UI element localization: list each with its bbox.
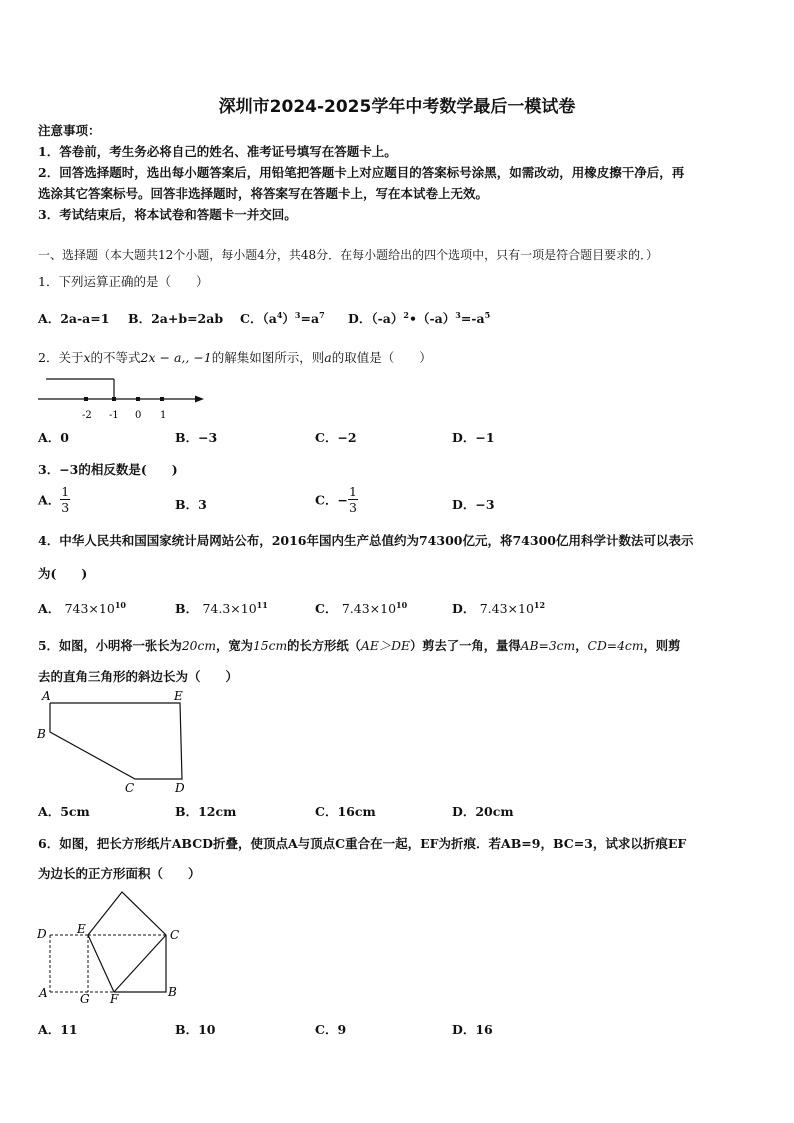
tick-label: -1	[109, 410, 119, 421]
point-label-c: C	[125, 781, 135, 795]
q3-option-a: A． $\frac{1}{3}$	[38, 484, 70, 515]
q6-option-c: C．9	[315, 1022, 347, 1037]
q4-stem-line1: 4．中华人民共和国国家统计局网站公布，2016年国内生产总值约为74300亿元，将74300亿用科学计数法可以表示	[38, 533, 694, 548]
q4-option-c: C． $7.43\times 10^{10}$	[315, 600, 408, 616]
q1-option-a: A．2a-a=1	[38, 311, 110, 326]
q2-stem: 2．关于x的不等式2x − a,, −1的解集如图所示，则a的取值是（ ）	[38, 350, 432, 365]
q1-option-d: D．$(-a)^2•(-a)^3=-a^5$	[348, 310, 491, 326]
q5-option-d: D．20cm	[452, 804, 514, 819]
notice-item-2: 2．回答选择题时，选出每小题答案后，用铅笔把答题卡上对应题目的答案标号涂黑，如需改动，用橡皮擦干净后，再	[38, 165, 685, 180]
q3-option-d: D．−3	[452, 497, 495, 512]
point-label-f: F	[110, 992, 119, 1006]
q6-stem-line2: 为边长的正方形面积（ ）	[38, 866, 201, 881]
q3-option-c: C．− $\frac{1}{3}$	[315, 484, 357, 515]
q4-option-a: A． $743\times 10^{10}$	[38, 600, 126, 616]
point-label-e: E	[174, 689, 183, 703]
tick-label: 1	[160, 410, 167, 421]
notice-item-2-cont: 选涂其它答案标号。回答非选择题时，将答案写在答题卡上，写在本试卷上无效。	[38, 186, 489, 201]
q6-stem-line1: 6．如图，把长方形纸片ABCD折叠，使顶点A与顶点C重合在一起，EF为折痕．若AB=9，BC=3，试求以折痕EF	[38, 836, 687, 851]
point-label-a: A	[42, 689, 51, 703]
point-label-b: B	[168, 985, 177, 999]
q4-stem-line2: 为( )	[38, 566, 88, 581]
q2-option-a: A．0	[38, 430, 69, 445]
q1-option-b: B．2a+b=2ab	[128, 311, 224, 326]
q1-stem: 1．下列运算正确的是（ ）	[38, 274, 209, 289]
q3-option-b: B．3	[175, 497, 207, 512]
point-label-c: C	[170, 928, 180, 942]
q6-option-d: D．16	[452, 1022, 493, 1037]
point-label-g: G	[80, 992, 90, 1006]
q2-option-b: B．−3	[175, 430, 218, 445]
q5-stem-line1: 5．如图，小明将一张长为20cm，宽为15cm的长方形纸（AE＞DE）剪去了一角，量得AB=3cm，CD=4cm，则剪	[38, 638, 681, 653]
q6-option-a: A．11	[38, 1022, 78, 1037]
trapezoid-figure	[34, 686, 194, 798]
notice-heading: 注意事项：	[38, 123, 101, 138]
q5-option-b: B．12cm	[175, 804, 237, 819]
tick-label: -2	[82, 410, 92, 421]
page-title: 深圳市2024-2025学年中考数学最后一模试卷	[218, 97, 576, 117]
q5-option-a: A．5cm	[38, 804, 90, 819]
point-label-a: A	[39, 986, 48, 1000]
section-heading: 一、选择题（本大题共12个小题，每小题4分，共48分．在每小题给出的四个选项中，只有一项是符合题目要求的．）	[38, 248, 659, 262]
q4-option-b: B． $74.3\times 10^{11}$	[175, 600, 268, 616]
notice-item-1: 1．答卷前，考生务必将自己的姓名、准考证号填写在答题卡上。	[38, 144, 397, 159]
q1-option-c: C．$(a^4)^3=a^7$	[240, 310, 325, 326]
folded-rectangle-figure	[34, 886, 194, 1006]
number-line-figure	[36, 374, 211, 424]
q6-option-b: B．10	[175, 1022, 216, 1037]
q2-option-c: C．−2	[315, 430, 357, 445]
point-label-d: D	[175, 781, 185, 795]
q3-stem: 3．−3的相反数是( )	[38, 462, 178, 477]
q5-option-c: C．16cm	[315, 804, 376, 819]
notice-item-3: 3．考试结束后，将本试卷和答题卡一并交回。	[38, 207, 297, 222]
point-label-d: D	[37, 927, 47, 941]
point-label-e: E	[77, 922, 86, 936]
q2-option-d: D．−1	[452, 430, 495, 445]
q5-stem-line2: 去的直角三角形的斜边长为（ ）	[38, 669, 239, 684]
tick-label: 0	[135, 410, 142, 421]
point-label-b: B	[37, 727, 46, 741]
q4-option-d: D． $7.43\times 10^{12}$	[452, 600, 546, 616]
